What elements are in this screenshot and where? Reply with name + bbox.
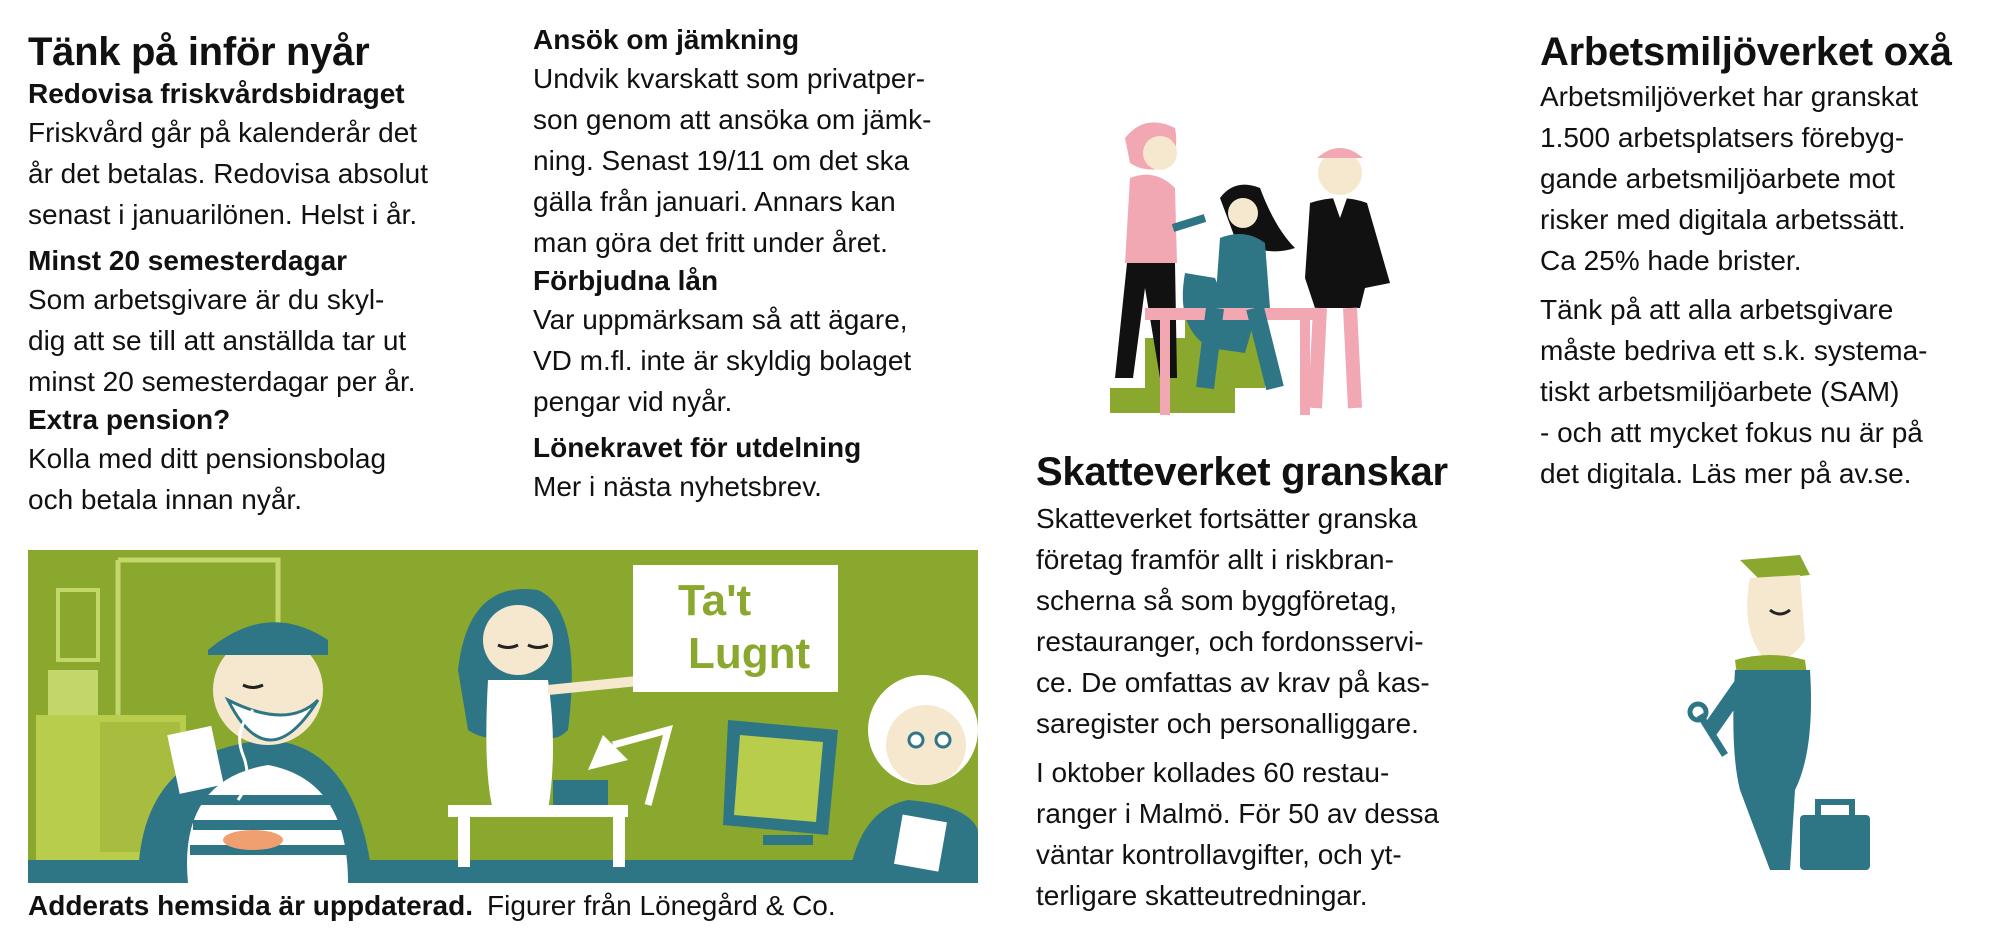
text-line: Skatteverket fortsätter granska	[1036, 503, 1418, 534]
text-line: Ca 25% hade brister.	[1540, 245, 1802, 276]
text-line: scherna så som byggföretag,	[1036, 585, 1398, 616]
text-line: restauranger, och fordonsservi-	[1036, 626, 1424, 657]
text-line: minst 20 semesterdagar per år.	[28, 366, 416, 397]
heading-work-environment: Arbetsmiljöverket oxå	[1540, 30, 1952, 74]
office-illustration	[28, 550, 978, 883]
subheading-salary-requirement: Lönekravet för utdelning	[533, 432, 862, 463]
sign-text-bottom: Lugnt	[688, 629, 811, 678]
text-line: Tänk på att alla arbetsgivare	[1540, 294, 1894, 325]
sign-text-top: Ta't	[678, 576, 752, 625]
subheading-pension: Extra pension?	[28, 404, 231, 435]
subheading-adjustment: Ansök om jämkning	[533, 24, 800, 55]
text-line: ning. Senast 19/11 om det ska	[533, 145, 910, 176]
text-line: tiskt arbetsmiljöarbete (SAM)	[1540, 376, 1900, 407]
worker-illustration	[1680, 550, 1880, 885]
text-line: Kolla med ditt pensionsbolag	[28, 443, 387, 474]
text-line: gälla från januari. Annars kan	[533, 186, 896, 217]
footer-bold-text: Adderats hemsida är uppdaterad.	[28, 890, 474, 921]
footer-credit-text: Figurer från Lönegård & Co.	[487, 890, 836, 921]
text-line: man göra det fritt under året.	[533, 227, 888, 258]
text-line: I oktober kollades 60 restau-	[1036, 757, 1390, 788]
text-line: väntar kontrollavgifter, och yt-	[1036, 839, 1402, 870]
text-line: företag framför allt i riskbran-	[1036, 544, 1394, 575]
column-tips-2	[533, 22, 1003, 507]
text-line: pengar vid nyår.	[533, 386, 733, 417]
text-line: Var uppmärksam så att ägare,	[533, 304, 908, 335]
text-line: risker med digitala arbetssätt.	[1540, 204, 1906, 235]
text-line: saregister och personalliggare.	[1036, 708, 1419, 739]
text-line: och betala innan nyår.	[28, 484, 302, 515]
column-tips	[28, 28, 498, 520]
text-line: Mer i nästa nyhetsbrev.	[533, 471, 822, 502]
heading-tips: Tänk på inför nyår	[28, 30, 370, 74]
text-line: Undvik kvarskatt som privatper-	[533, 63, 926, 94]
text-line: terligare skatteutredningar.	[1036, 880, 1368, 911]
text-line: det digitala. Läs mer på av.se.	[1540, 458, 1912, 489]
text-line: VD m.fl. inte är skyldig bolaget	[533, 345, 912, 376]
meeting-illustration	[1105, 118, 1405, 418]
footer-caption	[28, 888, 836, 924]
text-line: son genom att ansöka om jämk-	[533, 104, 932, 135]
text-line: 1.500 arbetsplatsers förebyg-	[1540, 122, 1905, 153]
text-line: Som arbetsgivare är du skyl-	[28, 284, 385, 315]
text-line: senast i januarilönen. Helst i år.	[28, 199, 418, 230]
subheading-vacation: Minst 20 semesterdagar	[28, 245, 348, 276]
subheading-loans: Förbjudna lån	[533, 265, 719, 296]
text-line: ranger i Malmö. För 50 av dessa	[1036, 798, 1440, 829]
column-work-environment	[1540, 28, 1980, 494]
text-line: Friskvård går på kalenderår det	[28, 117, 418, 148]
text-line: - och att mycket fokus nu är på	[1540, 417, 1923, 448]
text-line: år det betalas. Redovisa absolut	[28, 158, 429, 189]
text-line: måste bedriva ett s.k. systema-	[1540, 335, 1928, 366]
column-tax-agency	[1036, 448, 1486, 916]
text-line: gande arbetsmiljöarbete mot	[1540, 163, 1895, 194]
text-line: dig att se till att anställda tar ut	[28, 325, 407, 356]
heading-tax-agency: Skatteverket granskar	[1036, 450, 1448, 494]
text-line: ce. De omfattas av krav på kas-	[1036, 667, 1430, 698]
text-line: Arbetsmiljöverket har granskat	[1540, 81, 1919, 112]
subheading-wellness: Redovisa friskvårdsbidraget	[28, 78, 405, 109]
